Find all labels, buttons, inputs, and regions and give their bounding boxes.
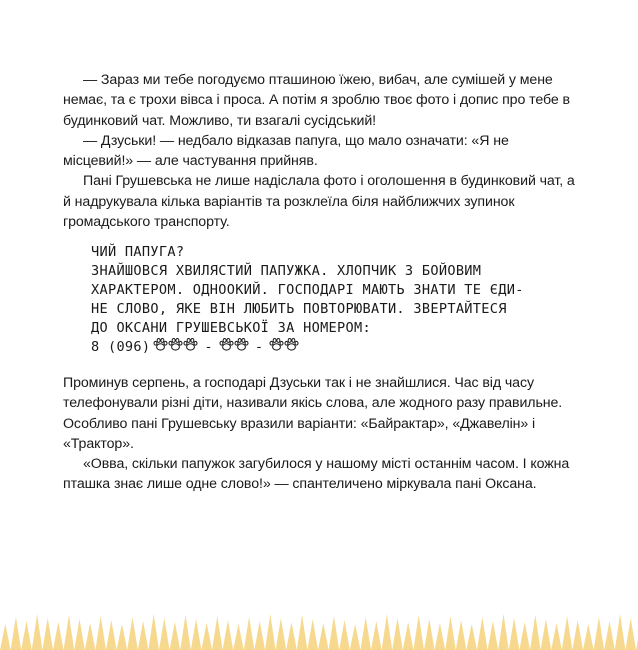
decorative-zigzag-border [0,586,638,650]
zigzag-spike [509,618,520,650]
zigzag-spike [583,624,594,650]
zigzag-spike [329,616,340,650]
zigzag-spike [360,617,371,650]
zigzag-spike [413,615,424,650]
zigzag-spike [403,622,414,650]
zigzag-spike [604,621,615,650]
zigzag-spike [498,614,509,650]
zigzag-spike [201,623,212,650]
zigzag-spike [64,615,75,650]
zigzag-spike [212,616,223,650]
notice-line: НЕ СЛОВО, ЯКЕ ВІН ЛЮБИТЬ ПОВТОРЮВАТИ. ЗВЕРТАЙТЕСЯ [91,301,507,317]
zigzag-spike [519,622,530,650]
zigzag-spike [562,616,573,650]
paragraph-2: — Дзуськи! — недбало відказав папуга, що мало означати: «Я не місцевий!» — але частування прийняв. [63,132,509,170]
zigzag-spike [318,623,329,650]
paw-print-icon [153,338,168,351]
zigzag-spike [551,623,562,650]
notice-line: ХАРАКТЕРОМ. ОДНООКИЙ. ГОСПОДАРІ МАЮТЬ ЗНАТИ ТЕ ЄДИ- [91,282,524,298]
paw-print-icon [269,338,284,351]
zigzag-spike [223,620,234,650]
zigzag-spike [382,614,393,650]
paragraph-3: Пані Грушевська не лише надіслала фото і оголошення в будинковий чат, а й надрукувала кілька варіантів та розклеїла біля найближчих зупинок громадського транспорту. [63,173,575,231]
zigzag-spike [159,618,170,650]
phone-number [91,338,561,357]
paragraph-1: — Зараз ми тебе погодуємо пташиною їжею, вибач, але сумішей у мене немає, та є трохи вівса і проса. А потім я зроблю твоє фото і допис про тебе в будинковий чат. Можливо, ти взагалі сусідський! [63,72,570,129]
zigzag-spike [127,617,138,650]
zigzag-spike [445,616,456,650]
zigzag-spike [138,621,149,650]
zigzag-spike [276,618,287,650]
zigzag-spike [488,621,499,650]
zigzag-spike [615,614,626,650]
zigzag-spike [21,621,32,650]
paw-print-icon [284,338,299,351]
zigzag-spike [42,618,53,650]
zigzag-spike [625,618,636,650]
zigzag-spike [541,619,552,650]
zigzag-spike [180,615,191,650]
story-text-top [63,70,578,232]
lost-parrot-notice [91,243,561,357]
zigzag-spike [477,617,488,650]
zigzag-spike [265,614,276,650]
zigzag-spike [435,623,446,650]
paw-print-icon [183,338,198,351]
zigzag-spike [170,622,181,650]
zigzag-spike [424,619,435,650]
zigzag-spike [95,616,106,650]
notice-line: ЗНАЙШОВСЯ ХВИЛЯСТИЙ ПАПУЖКА. ХЛОПЧИК З БОЙОВИМ [91,263,482,279]
zigzag-spike [85,623,96,650]
paw-print-icon [219,338,234,351]
paw-group-2 [219,338,249,357]
zigzag-spike [32,614,43,650]
zigzag-spike [244,617,255,650]
paw-group-1 [153,338,198,357]
story-text-bottom [63,373,578,495]
zigzag-spike [572,620,583,650]
zigzag-spike [148,614,159,650]
paw-print-icon [234,338,249,351]
zigzag-spike [11,617,22,650]
zigzag-spike [466,624,477,650]
phone-separator: - [254,339,264,355]
zigzag-spike [254,621,265,650]
zigzag-spike [456,620,467,650]
zigzag-spike [286,622,297,650]
zigzag-spike [530,615,541,650]
paw-print-icon [168,338,183,351]
zigzag-spike [117,624,128,650]
paw-group-3 [269,338,299,357]
phone-separator: - [204,339,213,355]
zigzag-spike [594,617,605,650]
paragraph-4: Проминув серпень, а господарі Дзуськи так і не знайшлися. Час від часу телефонували різні діти, називали якісь слова, але жодного разу правильне. Особливо пані Грушевську вразили варіанти: «Байрактар», «Джавелін» і «Трактор». [63,375,563,452]
zigzag-spike [74,619,85,650]
zigzag-spike [371,621,382,650]
zigzag-spike [297,615,308,650]
phone-prefix: 8 (096) [91,339,151,355]
zigzag-spike [233,624,244,650]
zigzag-spike [350,624,361,650]
zigzag-spike [392,618,403,650]
notice-title: ЧИЙ ПАПУГА? [91,244,185,260]
zigzag-spike [53,622,64,650]
notice-line: ДО ОКСАНИ ГРУШЕВСЬКОЇ ЗА НОМЕРОМ: [91,320,371,336]
zigzag-spike [191,619,202,650]
zigzag-spike [0,624,11,650]
zigzag-spike [339,620,350,650]
zigzag-spike [106,620,117,650]
zigzag-spike [307,619,318,650]
paragraph-5: «Овва, скільки папужок загубилося у нашому місті останнім часом. І кожна пташка знає лише одне слово!» — спантеличено міркувала пані Оксана. [63,456,570,493]
